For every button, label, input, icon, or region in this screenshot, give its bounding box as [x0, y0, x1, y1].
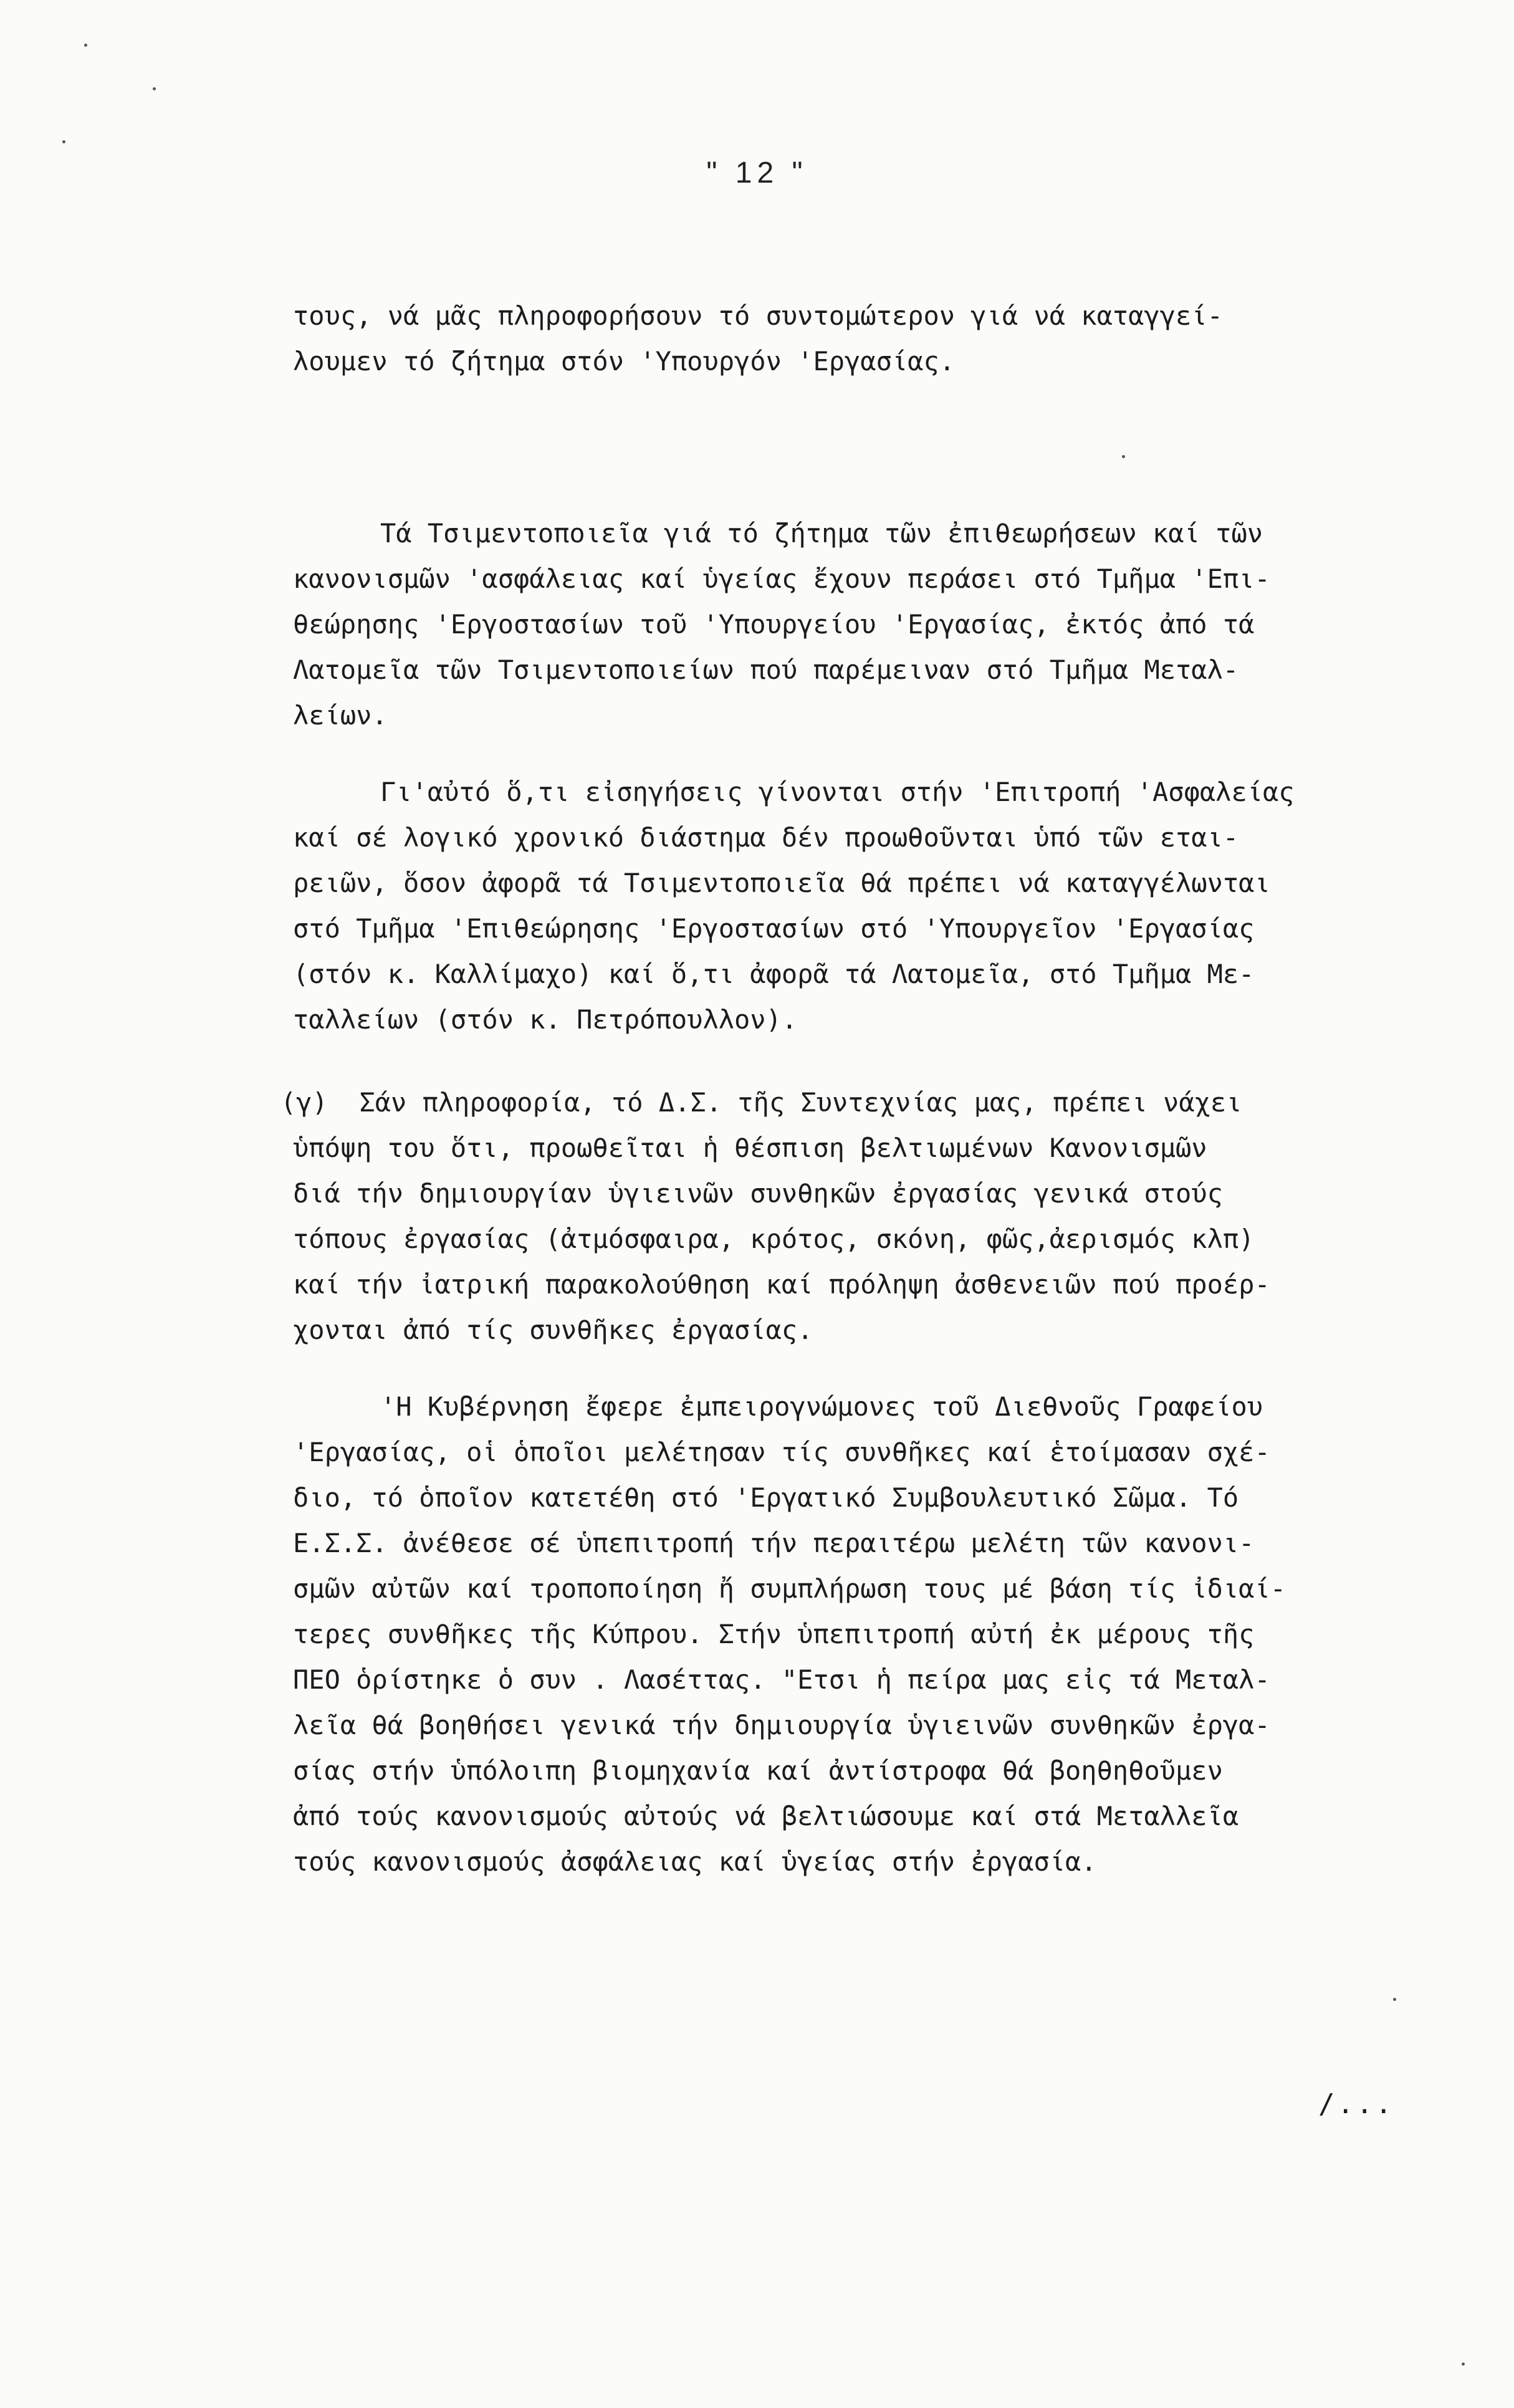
document-body [280, 293, 1465, 1884]
text-line: ἀπό τούς κανονισμούς αὐτούς νά βελτιώσουμε καί στά Μεταλλεῖα [293, 1801, 1239, 1831]
text-line: καί σέ λογικό χρονικό διάστημα δέν προωθοῦνται ὑπό τῶν εται- [293, 822, 1239, 853]
paragraph-government [293, 1384, 1465, 1884]
text-line: (γ) Σάν πληροφορία, τό Δ.Σ. τῆς Συντεχνίας μας, πρέπει νάχει [280, 1087, 1242, 1118]
text-line: διά τήν δημιουργίαν ὑγιεινῶν συνθηκῶν ἐργασίας γενικά στούς [293, 1178, 1223, 1209]
text-line: 'Εργασίας, οἱ ὁποῖοι μελέτησαν τίς συνθῆκες καί ἑτοίμασαν σχέ- [293, 1437, 1270, 1467]
text-line: λεῖα θά βοηθήσει γενικά τήν δημιουργία ὑγιεινῶν συνθηκῶν ἐργα- [293, 1710, 1270, 1740]
paragraph-intro [293, 293, 1465, 384]
text-line: τούς κανονισμούς ἀσφάλειας καί ὑγείας στήν ἐργασία. [293, 1846, 1097, 1877]
scan-speck [1393, 1998, 1396, 2001]
text-line: λουμεν τό ζήτημα στόν 'Υπουργόν 'Εργασίας. [293, 346, 956, 377]
scan-speck [153, 87, 156, 90]
text-line: τόπους ἐργασίας (ἀτμόσφαιρα, κρότος, σκόνη, φῶς,ἀερισμός κλπ) [293, 1224, 1255, 1254]
section-marker: (γ) [280, 1087, 328, 1118]
text-line: λείων. [293, 700, 388, 731]
scan-speck [84, 44, 87, 47]
paragraph-recommendations [293, 769, 1465, 1042]
paragraph-information [280, 1080, 1465, 1353]
text-line: κανονισμῶν 'ασφάλειας καί ὑγείας ἔχουν περάσει στό Τμῆμα 'Επι- [293, 564, 1270, 594]
text-line: θεώρησης 'Εργοστασίων τοῦ 'Υπουργείου 'Εργασίας, ἐκτός ἀπό τά [293, 609, 1255, 640]
text-line: σίας στήν ὑπόλοιπη βιομηχανία καί ἀντίστροφα θά βοηθηθοῦμεν [293, 1755, 1223, 1786]
text-line: ὑπόψη του ὅτι, προωθεῖται ἡ θέσπιση βελτιωμένων Κανονισμῶν [293, 1133, 1207, 1163]
text-line: τερες συνθῆκες τῆς Κύπρου. Στήν ὑπεπιτροπή αὐτή ἐκ μέρους τῆς [293, 1619, 1255, 1649]
scan-speck [62, 140, 65, 143]
text-line: ρειῶν, ὅσον ἀφορᾶ τά Τσιμεντοποιεῖα θά πρέπει νά καταγγέλωνται [293, 868, 1270, 898]
text-line: ΠΕΟ ὁρίστηκε ὁ συν . Λασέττας. "Ετσι ἡ πείρα μας εἰς τά Μεταλ- [293, 1664, 1270, 1695]
text-line: τους, νά μᾶς πληροφορήσουν τό συντομώτερον γιά νά καταγγεί- [293, 300, 1223, 331]
text-line: Ε.Σ.Σ. ἀνέθεσε σέ ὑπεπιτροπή τήν περαιτέρω μελέτη τῶν κανονι- [293, 1528, 1255, 1558]
text-line: καί τήν ἰατρική παρακολούθηση καί πρόληψη ἀσθενειῶν πού προέρ- [293, 1269, 1270, 1300]
scan-speck [1122, 455, 1125, 458]
text-line: διο, τό ὁποῖον κατετέθη στό 'Εργατικό Συμβουλευτικό Σῶμα. Τό [293, 1482, 1239, 1513]
text-line: χονται ἀπό τίς συνθῆκες ἐργασίας. [293, 1315, 813, 1345]
text-line: στό Τμῆμα 'Επιθεώρησης 'Εργοστασίων στό 'Υπουργεῖον 'Εργασίας [293, 913, 1255, 944]
section-heading-b [293, 421, 1465, 467]
continuation-mark: /... [1318, 2088, 1394, 2120]
page-number: " 12 " [706, 156, 808, 189]
text-line: (στόν κ. Καλλίμαχο) καί ὅ,τι ἀφορᾶ τά Λατομεῖα, στό Τμῆμα Με- [293, 959, 1255, 989]
text-line: ταλλείων (στόν κ. Πετρόπουλλον). [293, 1004, 798, 1035]
text-line: Λατομεῖα τῶν Τσιμεντοποιείων πού παρέμειναν στό Τμῆμα Μεταλ- [293, 655, 1239, 685]
paragraph-cement-factories [293, 511, 1465, 738]
text-line: Τά Τσιμεντοποιεῖα γιά τό ζήτημα τῶν ἐπιθεωρήσεων καί τῶν [380, 518, 1263, 549]
text-line: Γι'αὐτό ὅ,τι εἰσηγήσεις γίνονται στήν 'Επιτροπή 'Ασφαλείας [380, 777, 1295, 807]
text-line: σμῶν αὐτῶν καί τροποποίηση ἤ συμπλήρωση τους μέ βάση τίς ἰδιαί- [293, 1573, 1286, 1604]
text-line: 'Η Κυβέρνηση ἔφερε ἐμπειρογνώμονες τοῦ Διεθνοῦς Γραφείου [380, 1391, 1263, 1422]
scan-speck [1462, 2362, 1465, 2366]
